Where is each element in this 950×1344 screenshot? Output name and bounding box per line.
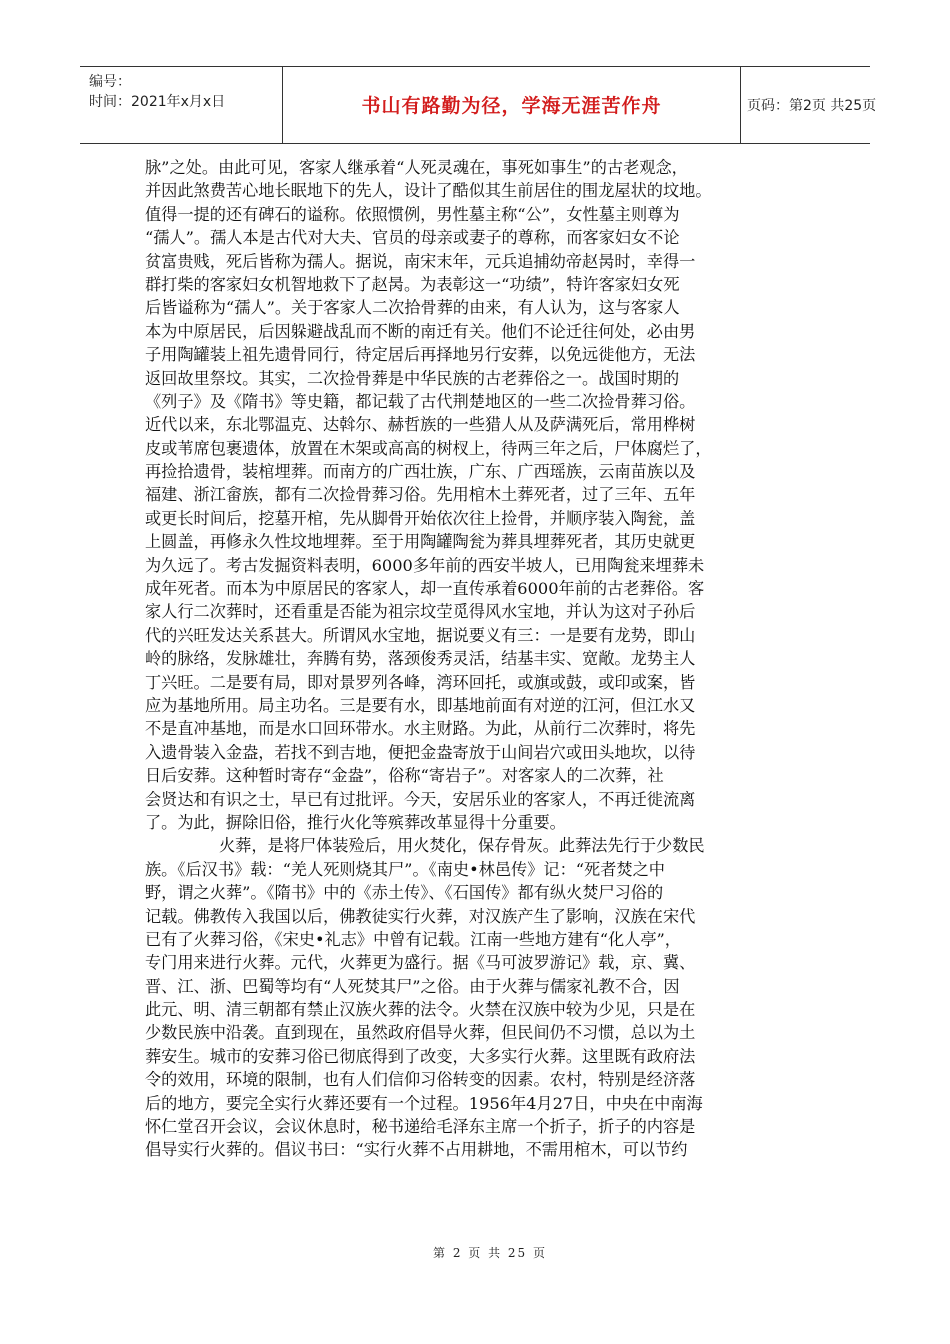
body-line: 已有了火葬习俗，《宋史•礼志》中曾有记载。江南一些地方建有“化人亭”， <box>145 929 681 949</box>
header-page-cell <box>741 67 877 143</box>
body-line: “孺人”。孺人本是古代对大夫、官员的母亲或妻子的尊称，而客家妇女不论 <box>145 228 680 248</box>
body-line: 值得一提的还有碑石的谥称。依照惯例，男性墓主称“公”，女性墓主则尊为 <box>145 204 680 224</box>
body-line: 皮或苇席包裹遗体，放置在木架或高高的树杈上，待两三年之后，尸体腐烂了， <box>145 438 712 458</box>
header-page-info: 页码：第2页 共25页 <box>747 98 877 114</box>
body-line: 入遗骨装入金盎，若找不到吉地，便把金盎寄放于山间岩穴或田头地坎，以待 <box>145 742 696 762</box>
body-line: 了。为此，摒除旧俗，推行火化等殡葬改革显得十分重要。 <box>145 812 566 832</box>
body-line: 应为基地所用。局主功名。三是要有水，即基地前面有对逆的江河，但江水又 <box>145 695 696 715</box>
body-line: 为久远了。考古发掘资料表明，6000多年前的西安半坡人，已用陶瓮来埋葬未 <box>145 555 705 575</box>
body-line: 后的地方，要完全实行火葬还要有一个过程。1956年4月27日，中央在中南海 <box>145 1093 703 1113</box>
body-line: 野，谓之火葬”。《隋书》中的《赤土传》、《石国传》都有纵火焚尸习俗的 <box>145 883 664 903</box>
body-line: 贫富贵贱，死后皆称为孺人。据说，南宋末年，元兵追捕幼帝赵昺时，幸得一 <box>145 251 696 271</box>
header-motto: 书山有路勤为径，学海无涯苦作舟 <box>361 95 662 117</box>
body-line: 令的效用，环境的限制，也有人们信仰习俗转变的因素。农村，特别是经济落 <box>145 1070 696 1090</box>
header-motto-cell <box>283 67 741 143</box>
body-line: 返回故里祭坟。其实，二次捡骨葬是中华民族的古老葬俗之一。战国时期的 <box>145 368 680 388</box>
body-line: 上圆盖，再修永久性坟地埋葬。至于用陶罐陶瓮为葬具埋葬死者，其历史就更 <box>145 532 696 552</box>
body-line: 本为中原居民，后因躲避战乱而不断的南迁有关。他们不论迁往何处，必由男 <box>145 321 696 341</box>
body-line: 倡导实行火葬的。倡议书曰：“实行火葬不占用耕地，不需用棺木，可以节约 <box>145 1140 688 1160</box>
body-line: 福建、浙江畲族，都有二次捡骨葬习俗。先用棺木土葬死者，过了三年、五年 <box>145 485 696 505</box>
body-line: 日后安葬。这种暂时寄存“金盎”，俗称“寄岩子”。对客家人的二次葬，社 <box>145 766 664 786</box>
body-line: 近代以来，东北鄂温克、达斡尔、赫哲族的一些猎人从及萨满死后，常用桦树 <box>145 415 696 435</box>
body-line: 晋、江、浙、巴蜀等均有“人死焚其尸”之俗。由于火葬与儒家礼教不合，因 <box>145 976 680 996</box>
page-footer: 第 2 页 共 25 页 <box>433 1246 547 1260</box>
body-line: 专门用来进行火葬。元代，火葬更为盛行。据《马可波罗游记》载，京、冀、 <box>145 953 696 973</box>
body-line: 代的兴旺发达关系甚大。所谓风水宝地，据说要义有三：一是要有龙势，即山 <box>145 625 696 645</box>
document-number-label: 编号： <box>89 74 131 90</box>
body-line: 并因此煞费苦心地长眠地下的先人，设计了酷似其生前居住的围龙屋状的坟地。 <box>145 181 712 201</box>
body-line: 再捡拾遗骨，装棺埋葬。而南方的广西壮族，广东、广西瑶族，云南苗族以及 <box>145 462 696 482</box>
body-line: 不是直冲基地，而是水口回环带水。水主财路。为此，从前行二次葬时，将先 <box>145 719 696 739</box>
body-line: 家人行二次葬时，还看重是否能为祖宗坟茔觅得风水宝地，并认为这对子孙后 <box>145 602 696 622</box>
body-line: 丁兴旺。二是要有局，即对景罗列各峰，湾环回托，或旗或鼓，或印或案，皆 <box>145 672 696 692</box>
body-line: 火葬，是将尸体装殓后，用火焚化，保存骨灰。此葬法先行于少数民 <box>219 836 705 856</box>
body-line: 《列子》及《隋书》等史籍，都记载了古代荆楚地区的一些二次捡骨葬习俗。 <box>145 391 696 411</box>
body-line: 怀仁堂召开会议，会议休息时，秘书递给毛泽东主席一个折子，折子的内容是 <box>145 1117 696 1137</box>
body-line: 岭的脉络，发脉雄壮，奔腾有势，落颈俊秀灵活，结基丰实、宽敞。龙势主人 <box>145 649 696 669</box>
document-header <box>80 66 877 144</box>
body-line: 此元、明、清三朝都有禁止汉族火葬的法令。火禁在汉族中较为少见，只是在 <box>145 1000 696 1020</box>
body-line: 后皆谥称为“孺人”。关于客家人二次拾骨葬的由来，有人认为，这与客家人 <box>145 298 680 318</box>
document-date-label: 时间：2021年x月x日 <box>89 94 226 110</box>
body-line: 群打柴的客家妇女机智地救下了赵昺。为表彰这一“功绩”，特许客家妇女死 <box>145 274 680 294</box>
body-line: 少数民族中沿袭。直到现在，虽然政府倡导火葬，但民间仍不习惯，总以为土 <box>145 1023 696 1043</box>
body-line: 子用陶罐装上祖先遗骨同行，待定居后再择地另行安葬，以免远徙他方，无法 <box>145 345 696 365</box>
header-meta-cell <box>80 67 283 143</box>
body-line: 会贤达和有识之士，早已有过批评。今天，安居乐业的客家人，不再迁徙流离 <box>145 789 696 809</box>
body-line: 成年死者。而本为中原居民的客家人，却一直传承着6000年前的古老葬俗。客 <box>145 579 705 599</box>
body-line: 记载。佛教传入我国以后，佛教徒实行火葬，对汉族产生了影响，汉族在宋代 <box>145 906 696 926</box>
body-line: 脉”之处。由此可见，客家人继承着“人死灵魂在，事死如事生”的古老观念， <box>145 158 688 177</box>
body-text <box>145 156 810 1162</box>
body-line: 葬安生。城市的安葬习俗已彻底得到了改变，大多实行火葬。这里既有政府法 <box>145 1046 696 1066</box>
body-line: 或更长时间后，挖墓开棺，先从脚骨开始依次往上捡骨，并顺序装入陶瓮，盖 <box>145 508 696 528</box>
body-line: 族。《后汉书》载：“羌人死则烧其尸”。《南史•林邑传》记：“死者焚之中 <box>145 859 665 879</box>
